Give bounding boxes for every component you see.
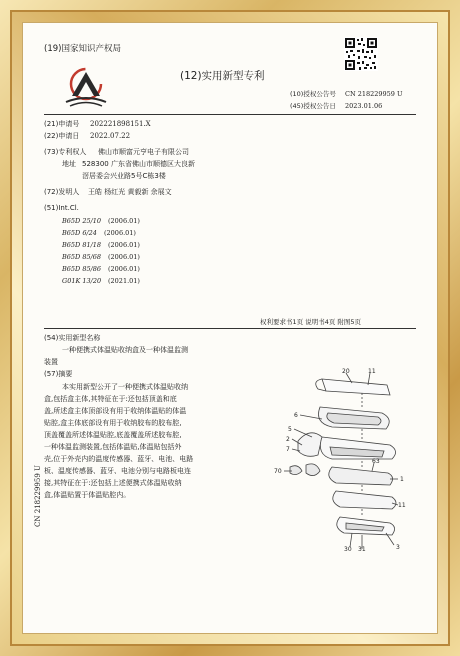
- ipc-line: B65D 25/10: [62, 217, 102, 225]
- ipc-version: (2021.01): [108, 277, 140, 285]
- pub-no-label: (10)授权公告号: [290, 90, 336, 98]
- ipc-version: (2006.01): [104, 229, 136, 237]
- cnipa-logo-icon: [62, 66, 110, 108]
- drawing-label: 11: [368, 368, 376, 375]
- ipc-line: B65D 85/68: [62, 253, 102, 261]
- ipc-line: G01K 13/20: [62, 277, 102, 285]
- address-label: 地址: [62, 160, 76, 168]
- drawing-label: 11: [398, 502, 406, 509]
- drawing-label: 2: [286, 436, 290, 443]
- abstract-line: 盒,包括盒主体,其特征在于:还包括顶盖和底: [44, 395, 177, 403]
- drawing-label: 63: [372, 458, 380, 465]
- abstract-label: (57)摘要: [44, 370, 73, 378]
- ipc-version: (2006.01): [108, 217, 140, 225]
- qr-code-icon: [344, 37, 378, 71]
- title-line2: 装置: [44, 358, 58, 366]
- office-name: (19)国家知识产权局: [44, 44, 121, 54]
- exploded-device-drawing: [262, 367, 408, 552]
- ipc-version: (2006.01): [108, 253, 140, 261]
- drawing-label: 3: [396, 544, 400, 551]
- app-date: 2022.07.22: [90, 132, 131, 140]
- drawing-label: 20: [342, 368, 350, 375]
- pub-no: CN 218229959 U: [345, 90, 403, 98]
- title-label: (54)实用新型名称: [44, 334, 101, 342]
- abstract-line: 盖,所述盒主体顶部设有用于收纳体温贴的体温: [44, 407, 187, 415]
- app-no-label: (21)申请号: [44, 120, 80, 128]
- abstract-line: 板、温度传感器、蓝牙、电池分别与电路板电连: [44, 467, 191, 475]
- app-date-label: (22)申请日: [44, 132, 80, 140]
- abstract-line: 壳,位于外壳内的温度传感器、蓝牙、电池、电路: [44, 455, 194, 463]
- inventors: 王皓 杨红光 黄毅新 余展文: [88, 188, 172, 196]
- ipc-version: (2006.01): [108, 265, 140, 273]
- ipc-line: B65D 81/18: [62, 241, 102, 249]
- abstract-line: 贴腔,盒主体底部设有用于收纳胶布的胶布腔,: [44, 419, 182, 427]
- abstract-line: 接,其特征在于:还包括上述便携式体温贴收纳: [44, 479, 182, 487]
- document-type: (12)实用新型专利: [180, 70, 265, 82]
- app-no: 202221898151.X: [90, 120, 151, 128]
- page-counts: 权利要求书1页 说明书4页 附图5页: [260, 318, 362, 326]
- ipc-version: (2006.01): [108, 241, 140, 249]
- inventors-label: (72)发明人: [44, 188, 80, 196]
- patent-page: [22, 22, 438, 634]
- drawing-label: 5: [288, 426, 292, 433]
- drawing-label: 7: [286, 446, 290, 453]
- ipc-label: (51)Int.Cl.: [44, 204, 79, 212]
- abstract-divider: [44, 328, 416, 329]
- abstract-line: 盒,体温贴置于体温贴腔内。: [44, 491, 131, 499]
- header-divider: [44, 114, 416, 115]
- abstract-line: 本实用新型公开了一种便携式体温贴收纳: [62, 383, 188, 391]
- title-line1: 一种便携式体温贴收纳盒及一种体温监测: [62, 346, 188, 354]
- address-line2: 滘居委会兴业路5号C栋3楼: [82, 172, 166, 180]
- drawing-label: 70: [274, 468, 282, 475]
- abstract-line: 一种体温监测装置,包括体温贴,体温贴包括外: [44, 443, 182, 451]
- address-line1: 528300 广东省佛山市顺德区大良新: [82, 160, 195, 168]
- abstract-line: 顶盖覆盖所述体温贴腔,底盖覆盖所述胶布腔,: [44, 431, 182, 439]
- drawing-label: 6: [294, 412, 298, 419]
- drawing-label: 1: [400, 476, 404, 483]
- drawing-label: 30: [344, 546, 352, 552]
- pub-date-label: (45)授权公告日: [290, 102, 336, 110]
- side-publication-number: CN 218229959 U: [34, 465, 42, 527]
- owner: 佛山市顺富元亨电子有限公司: [98, 148, 189, 156]
- owner-label: (73)专利权人: [44, 148, 87, 156]
- ipc-line: B65D 6/24: [62, 229, 97, 237]
- drawing-label: 31: [358, 546, 366, 552]
- pub-date: 2023.01.06: [345, 102, 383, 110]
- ipc-line: B65D 85/86: [62, 265, 102, 273]
